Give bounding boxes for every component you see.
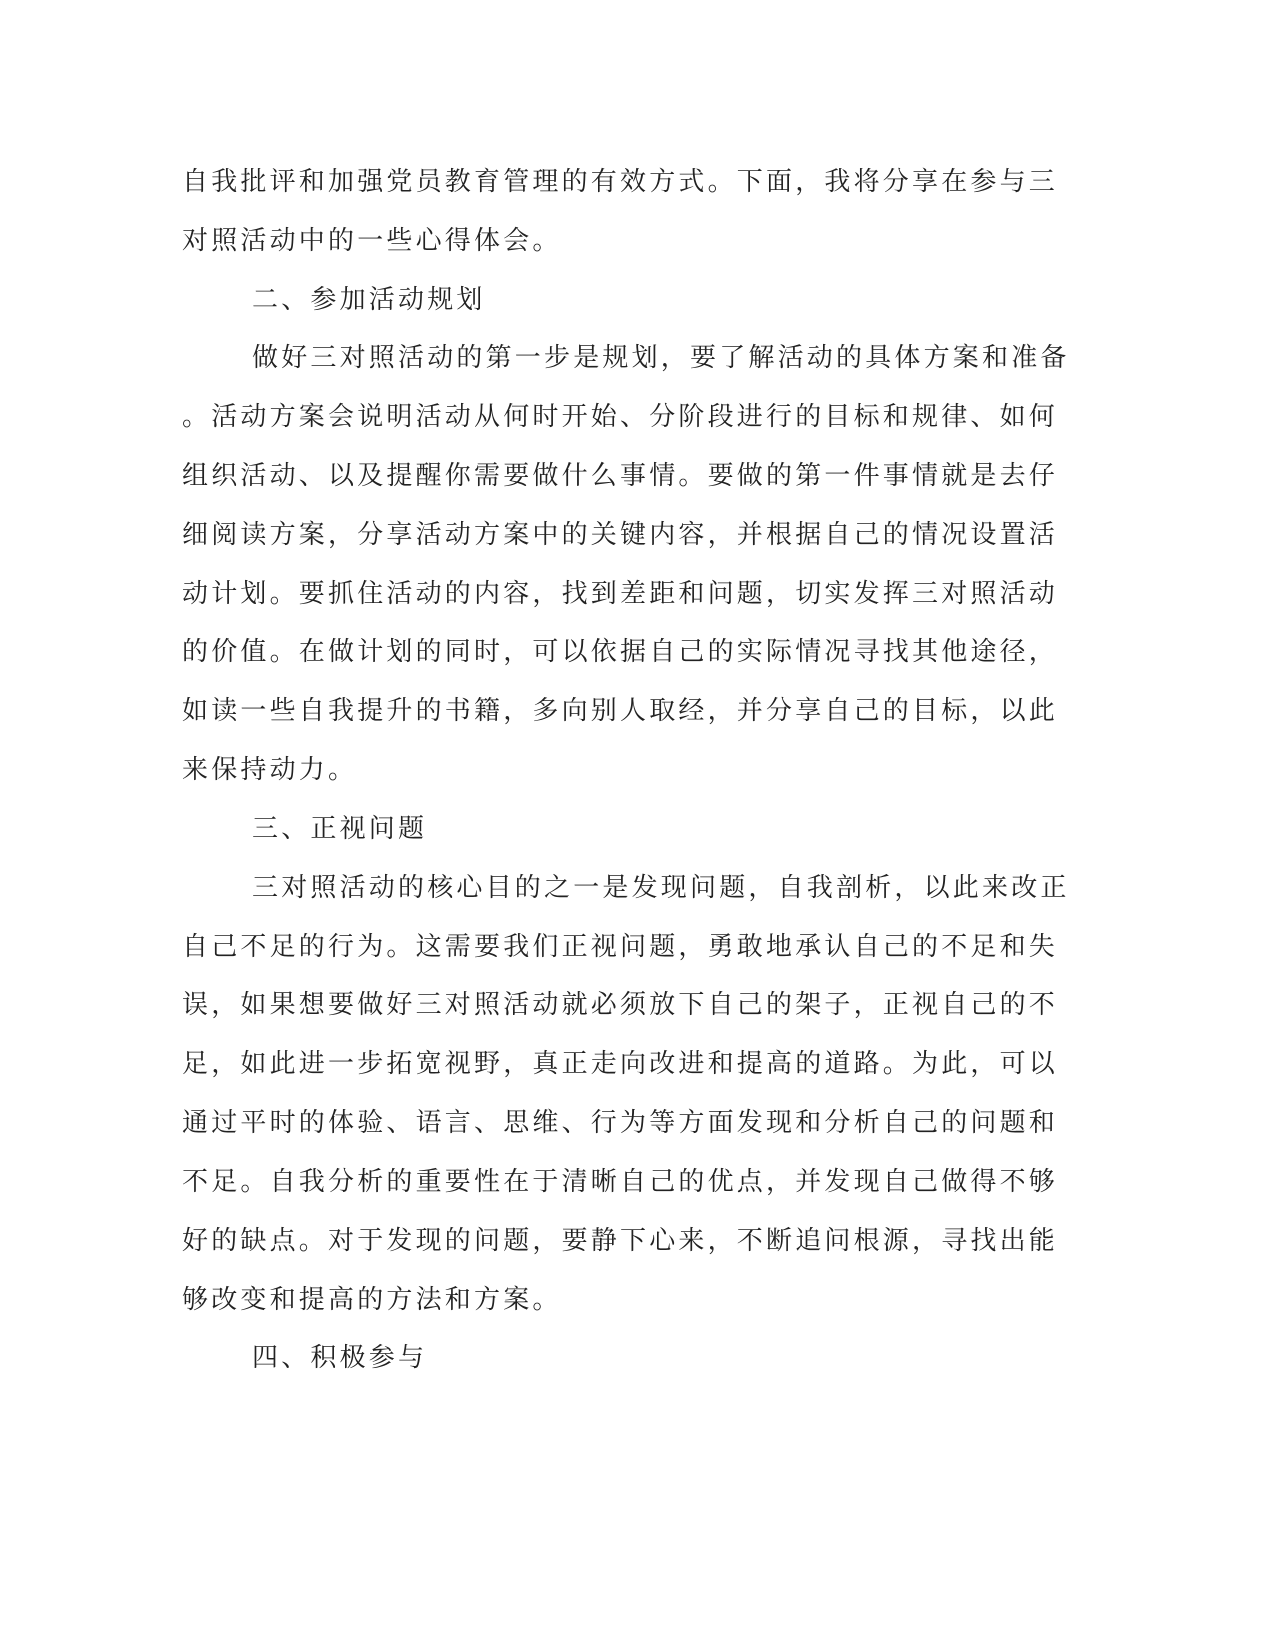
paragraph-line: 够改变和提高的方法和方案。 [182,1285,562,1315]
paragraph-line: 动计划。要抓住活动的内容，找到差距和问题，切实发挥三对照活动 [182,579,1059,609]
paragraph-line: 三对照活动的核心目的之一是发现问题，自我剖析，以此来改正 [252,873,1070,903]
paragraph-line: 自我批评和加强党员教育管理的有效方式。下面，我将分享在参与三 [182,167,1059,197]
section-heading: 三、正视问题 [252,814,428,844]
paragraph-line: 来保持动力。 [182,755,358,785]
paragraph-line: 细阅读方案，分享活动方案中的关键内容，并根据自己的情况设置活 [182,520,1059,550]
paragraph-line: 足，如此进一步拓宽视野，真正走向改进和提高的道路。为此，可以 [182,1049,1059,1079]
paragraph-line: 做好三对照活动的第一步是规划，要了解活动的具体方案和准备 [252,343,1070,373]
paragraph-line: 组织活动、以及提醒你需要做什么事情。要做的第一件事情就是去仔 [182,461,1059,491]
paragraph-line: 误，如果想要做好三对照活动就必须放下自己的架子，正视自己的不 [182,990,1059,1020]
paragraph-line: 通过平时的体验、语言、思维、行为等方面发现和分析自己的问题和 [182,1108,1059,1138]
paragraph-line: 对照活动中的一些心得体会。 [182,226,562,256]
paragraph-line: 。活动方案会说明活动从何时开始、分阶段进行的目标和规律、如何 [182,402,1059,432]
paragraph-line: 如读一些自我提升的书籍，多向别人取经，并分享自己的目标，以此 [182,696,1059,726]
section-heading: 四、积极参与 [252,1343,428,1373]
paragraph-line: 自己不足的行为。这需要我们正视问题，勇敢地承认自己的不足和失 [182,932,1059,962]
paragraph-line: 的价值。在做计划的同时，可以依据自己的实际情况寻找其他途径， [182,637,1059,667]
paragraph-line: 不足。自我分析的重要性在于清晰自己的优点，并发现自己做得不够 [182,1167,1059,1197]
paragraph-line: 好的缺点。对于发现的问题，要静下心来，不断追问根源，寻找出能 [182,1226,1059,1256]
section-heading: 二、参加活动规划 [252,285,486,315]
